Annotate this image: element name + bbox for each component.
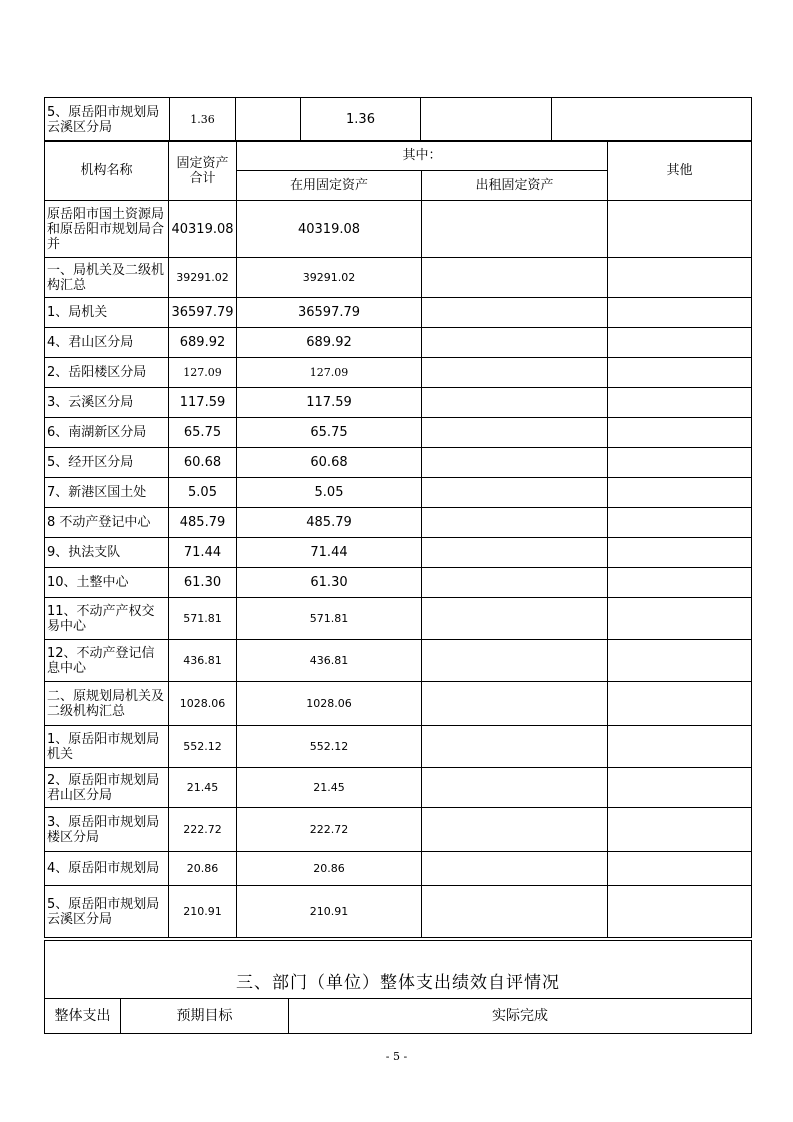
row-in-use: 436.81 — [237, 640, 422, 682]
row-org-name: 9、执法支队 — [45, 538, 169, 568]
top-row-empty-cell — [552, 98, 752, 142]
table-row — [45, 640, 752, 682]
row-rented — [422, 886, 608, 938]
table-row — [45, 886, 752, 938]
row-in-use: 552.12 — [237, 726, 422, 768]
header-fixed-assets-total: 固定资产合计 — [169, 141, 237, 201]
row-rented — [422, 538, 608, 568]
row-other — [608, 298, 752, 328]
row-in-use: 5.05 — [237, 478, 422, 508]
row-other — [608, 726, 752, 768]
row-org-name: 2、岳阳楼区分局 — [45, 358, 169, 388]
row-in-use: 36597.79 — [237, 298, 422, 328]
row-org-name: 10、土整中心 — [45, 568, 169, 598]
row-rented — [422, 388, 608, 418]
row-rented — [422, 768, 608, 808]
row-total: 36597.79 — [169, 298, 237, 328]
table-row — [45, 768, 752, 808]
row-other — [608, 358, 752, 388]
row-rented — [422, 682, 608, 726]
row-org-name: 7、新港区国土处 — [45, 478, 169, 508]
row-rented — [422, 201, 608, 258]
row-total: 21.45 — [169, 768, 237, 808]
header-in-use: 在用固定资产 — [237, 171, 422, 201]
fixed-assets-table — [44, 140, 752, 938]
row-in-use: 571.81 — [237, 598, 422, 640]
table-row — [45, 852, 752, 886]
row-in-use: 60.68 — [237, 448, 422, 478]
row-in-use: 210.91 — [237, 886, 422, 938]
row-total: 71.44 — [169, 538, 237, 568]
row-org-name: 2、原岳阳市规划局君山区分局 — [45, 768, 169, 808]
row-other — [608, 508, 752, 538]
row-org-name: 一、局机关及二级机构汇总 — [45, 258, 169, 298]
row-total: 61.30 — [169, 568, 237, 598]
row-total: 65.75 — [169, 418, 237, 448]
table-row — [45, 418, 752, 448]
header-rented: 出租固定资产 — [422, 171, 608, 201]
row-rented — [422, 358, 608, 388]
row-total: 552.12 — [169, 726, 237, 768]
row-in-use: 127.09 — [237, 358, 422, 388]
row-other — [608, 768, 752, 808]
row-org-name: 5、经开区分局 — [45, 448, 169, 478]
row-in-use: 61.30 — [237, 568, 422, 598]
row-org-name: 5、原岳阳市规划局云溪区分局 — [45, 886, 169, 938]
row-other — [608, 682, 752, 726]
row-other — [608, 418, 752, 448]
row-total: 222.72 — [169, 808, 237, 852]
row-rented — [422, 568, 608, 598]
row-in-use: 40319.08 — [237, 201, 422, 258]
table-row — [45, 478, 752, 508]
row-org-name: 11、不动产产权交易中心 — [45, 598, 169, 640]
row-rented — [422, 640, 608, 682]
row-rented — [422, 808, 608, 852]
section-title: 三、部门（单位）整体支出绩效自评情况 — [45, 941, 752, 999]
row-other — [608, 478, 752, 508]
row-other — [608, 886, 752, 938]
header-other: 其他 — [608, 141, 752, 201]
row-org-name: 1、局机关 — [45, 298, 169, 328]
page-number: - 5 - — [385, 1050, 408, 1063]
table-row — [45, 726, 752, 768]
table-row — [45, 808, 752, 852]
row-total: 571.81 — [169, 598, 237, 640]
row-org-name: 3、云溪区分局 — [45, 388, 169, 418]
overall-expenditure-label: 整体支出 — [45, 999, 121, 1034]
row-in-use: 485.79 — [237, 508, 422, 538]
performance-section-table — [44, 940, 752, 1034]
row-other — [608, 852, 752, 886]
header-among: 其中： — [237, 141, 608, 171]
top-row-value: 1.36 — [301, 98, 421, 142]
row-total: 485.79 — [169, 508, 237, 538]
header-org-name: 机构名称 — [45, 141, 169, 201]
actual-completion-label: 实际完成 — [289, 999, 752, 1034]
row-org-name: 原岳阳市国土资源局和原岳阳市规划局合并 — [45, 201, 169, 258]
row-total: 210.91 — [169, 886, 237, 938]
table-row — [45, 328, 752, 358]
row-org-name: 二、原规划局机关及二级机构汇总 — [45, 682, 169, 726]
top-row-table — [44, 97, 752, 142]
row-total: 127.09 — [169, 358, 237, 388]
row-rented — [422, 418, 608, 448]
row-rented — [422, 298, 608, 328]
table-row — [45, 388, 752, 418]
table-row — [45, 508, 752, 538]
table-row — [45, 201, 752, 258]
row-rented — [422, 726, 608, 768]
row-org-name: 8 不动产登记中心 — [45, 508, 169, 538]
row-total: 436.81 — [169, 640, 237, 682]
row-other — [608, 258, 752, 298]
row-other — [608, 598, 752, 640]
row-org-name: 12、不动产登记信息中心 — [45, 640, 169, 682]
row-org-name: 3、原岳阳市规划局楼区分局 — [45, 808, 169, 852]
table-row — [45, 448, 752, 478]
table-row — [45, 298, 752, 328]
row-rented — [422, 478, 608, 508]
row-org-name: 1、原岳阳市规划局机关 — [45, 726, 169, 768]
row-total: 5.05 — [169, 478, 237, 508]
row-other — [608, 640, 752, 682]
top-row-name: 5、原岳阳市规划局云溪区分局 — [45, 98, 170, 142]
row-in-use: 71.44 — [237, 538, 422, 568]
row-other — [608, 568, 752, 598]
row-rented — [422, 598, 608, 640]
row-other — [608, 201, 752, 258]
top-row-empty-cell — [421, 98, 552, 142]
row-rented — [422, 328, 608, 358]
table-row — [45, 358, 752, 388]
row-in-use: 1028.06 — [237, 682, 422, 726]
table-row — [45, 682, 752, 726]
row-rented — [422, 258, 608, 298]
row-org-name: 6、南湖新区分局 — [45, 418, 169, 448]
row-in-use: 20.86 — [237, 852, 422, 886]
row-total: 689.92 — [169, 328, 237, 358]
row-org-name: 4、君山区分局 — [45, 328, 169, 358]
row-total: 40319.08 — [169, 201, 237, 258]
row-in-use: 21.45 — [237, 768, 422, 808]
row-rented — [422, 508, 608, 538]
table-row — [45, 598, 752, 640]
row-other — [608, 808, 752, 852]
row-in-use: 39291.02 — [237, 258, 422, 298]
table-row — [45, 258, 752, 298]
row-in-use: 65.75 — [237, 418, 422, 448]
expected-goal-label: 预期目标 — [121, 999, 289, 1034]
row-rented — [422, 448, 608, 478]
row-other — [608, 388, 752, 418]
row-other — [608, 328, 752, 358]
row-other — [608, 538, 752, 568]
row-rented — [422, 852, 608, 886]
table-row — [45, 568, 752, 598]
row-in-use: 222.72 — [237, 808, 422, 852]
top-row-empty-cell — [236, 98, 301, 142]
row-total: 1028.06 — [169, 682, 237, 726]
row-total: 60.68 — [169, 448, 237, 478]
table-row — [45, 538, 752, 568]
top-row-total: 1.36 — [170, 98, 236, 142]
row-in-use: 689.92 — [237, 328, 422, 358]
row-org-name: 4、原岳阳市规划局 — [45, 852, 169, 886]
row-total: 20.86 — [169, 852, 237, 886]
row-other — [608, 448, 752, 478]
row-total: 39291.02 — [169, 258, 237, 298]
row-in-use: 117.59 — [237, 388, 422, 418]
row-total: 117.59 — [169, 388, 237, 418]
